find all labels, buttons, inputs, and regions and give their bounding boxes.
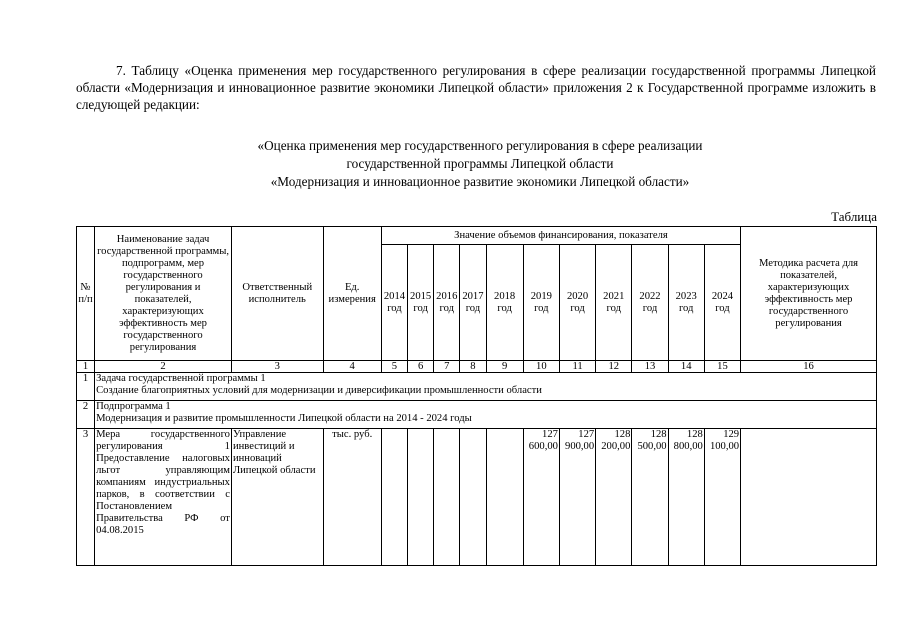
column-number: 5 <box>381 361 407 373</box>
title-line-2: государственной программы Липецкой области <box>346 156 614 171</box>
column-number: 10 <box>523 361 559 373</box>
task-title: Задача государственной программы 1 <box>96 373 266 384</box>
year-header: 2018 год <box>486 245 523 361</box>
header-unit: Ед. измерения <box>323 227 381 361</box>
task-cell <box>95 373 877 401</box>
column-number: 3 <box>231 361 323 373</box>
year-header: 2016 год <box>434 245 460 361</box>
column-number: 12 <box>596 361 632 373</box>
column-number: 8 <box>460 361 486 373</box>
regulation-table <box>76 226 877 566</box>
column-number: 7 <box>434 361 460 373</box>
header-row <box>77 227 877 245</box>
value-cell <box>486 429 523 566</box>
row-number: 1 <box>77 373 95 401</box>
column-number: 4 <box>323 361 381 373</box>
year-header: 2020 год <box>559 245 595 361</box>
measure-unit: тыс. руб. <box>323 429 381 566</box>
value-cell: 127 900,00 <box>559 429 595 566</box>
row-number: 3 <box>77 429 95 566</box>
title-line-3: «Модернизация и инновационное развитие экономики Липецкой области» <box>270 174 690 189</box>
measure-responsible: Управление инвестиций и инноваций Липецкой области <box>231 429 323 566</box>
column-number: 14 <box>668 361 704 373</box>
header-financing-group: Значение объемов финансирования, показателя <box>381 227 740 245</box>
year-header: 2017 год <box>460 245 486 361</box>
table-row <box>77 429 877 566</box>
column-number: 11 <box>559 361 595 373</box>
document-title <box>100 137 860 191</box>
column-number: 9 <box>486 361 523 373</box>
value-cell: 129 100,00 <box>704 429 740 566</box>
column-number: 2 <box>95 361 232 373</box>
column-number: 13 <box>632 361 668 373</box>
column-number: 6 <box>408 361 434 373</box>
task-description: Создание благоприятных условий для модернизации и диверсификации промышленности области <box>96 385 542 396</box>
title-line-1: «Оценка применения мер государственного регулирования в сфере реализации <box>257 138 703 153</box>
value-cell: 128 200,00 <box>596 429 632 566</box>
method-cell <box>741 429 877 566</box>
value-cell <box>460 429 486 566</box>
header-no: № п/п <box>77 227 95 361</box>
subprogram-title: Подпрограмма 1 <box>96 401 171 412</box>
intro-paragraph <box>76 62 876 113</box>
value-cell: 127 600,00 <box>523 429 559 566</box>
table-row <box>77 373 877 401</box>
column-number: 1 <box>77 361 95 373</box>
value-cell <box>434 429 460 566</box>
column-number: 15 <box>704 361 740 373</box>
value-cell: 128 800,00 <box>668 429 704 566</box>
header-name: Наименование задач государственной программы, подпрограмм, мер государственного регулирования и показателей, характеризующих эффективность мер государственного регулирования <box>95 227 232 361</box>
column-number: 16 <box>741 361 877 373</box>
table-row <box>77 401 877 429</box>
intro-text: 7. Таблицу «Оценка применения мер государственного регулирования в сфере реализации государственной программы Липецкой области «Модернизация и инновационное развитие экономики Липецкой области» приложения 2 к Государственной программе изложить в следующей редакции: <box>76 63 876 112</box>
header-method: Методика расчета для показателей, характеризующих эффективность мер государственного регулирования <box>741 227 877 361</box>
header-responsible: Ответственный исполнитель <box>231 227 323 361</box>
value-cell <box>408 429 434 566</box>
value-cell <box>381 429 407 566</box>
measure-name: Мера государственного регулирования 1 Предоставление налоговых льгот управляющим компаниям индустриальных парков, в соответствии с Постановлением Правительства РФ от 04.08.2015 <box>95 429 232 566</box>
year-header: 2024 год <box>704 245 740 361</box>
year-header: 2014 год <box>381 245 407 361</box>
table-label: Таблица <box>831 209 877 224</box>
year-header: 2015 год <box>408 245 434 361</box>
year-header: 2023 год <box>668 245 704 361</box>
subprogram-cell <box>95 401 877 429</box>
year-header: 2021 год <box>596 245 632 361</box>
row-number: 2 <box>77 401 95 429</box>
value-cell: 128 500,00 <box>632 429 668 566</box>
year-header: 2022 год <box>632 245 668 361</box>
column-number-row <box>77 361 877 373</box>
subprogram-description: Модернизация и развитие промышленности Липецкой области на 2014 - 2024 годы <box>96 413 472 424</box>
year-header: 2019 год <box>523 245 559 361</box>
